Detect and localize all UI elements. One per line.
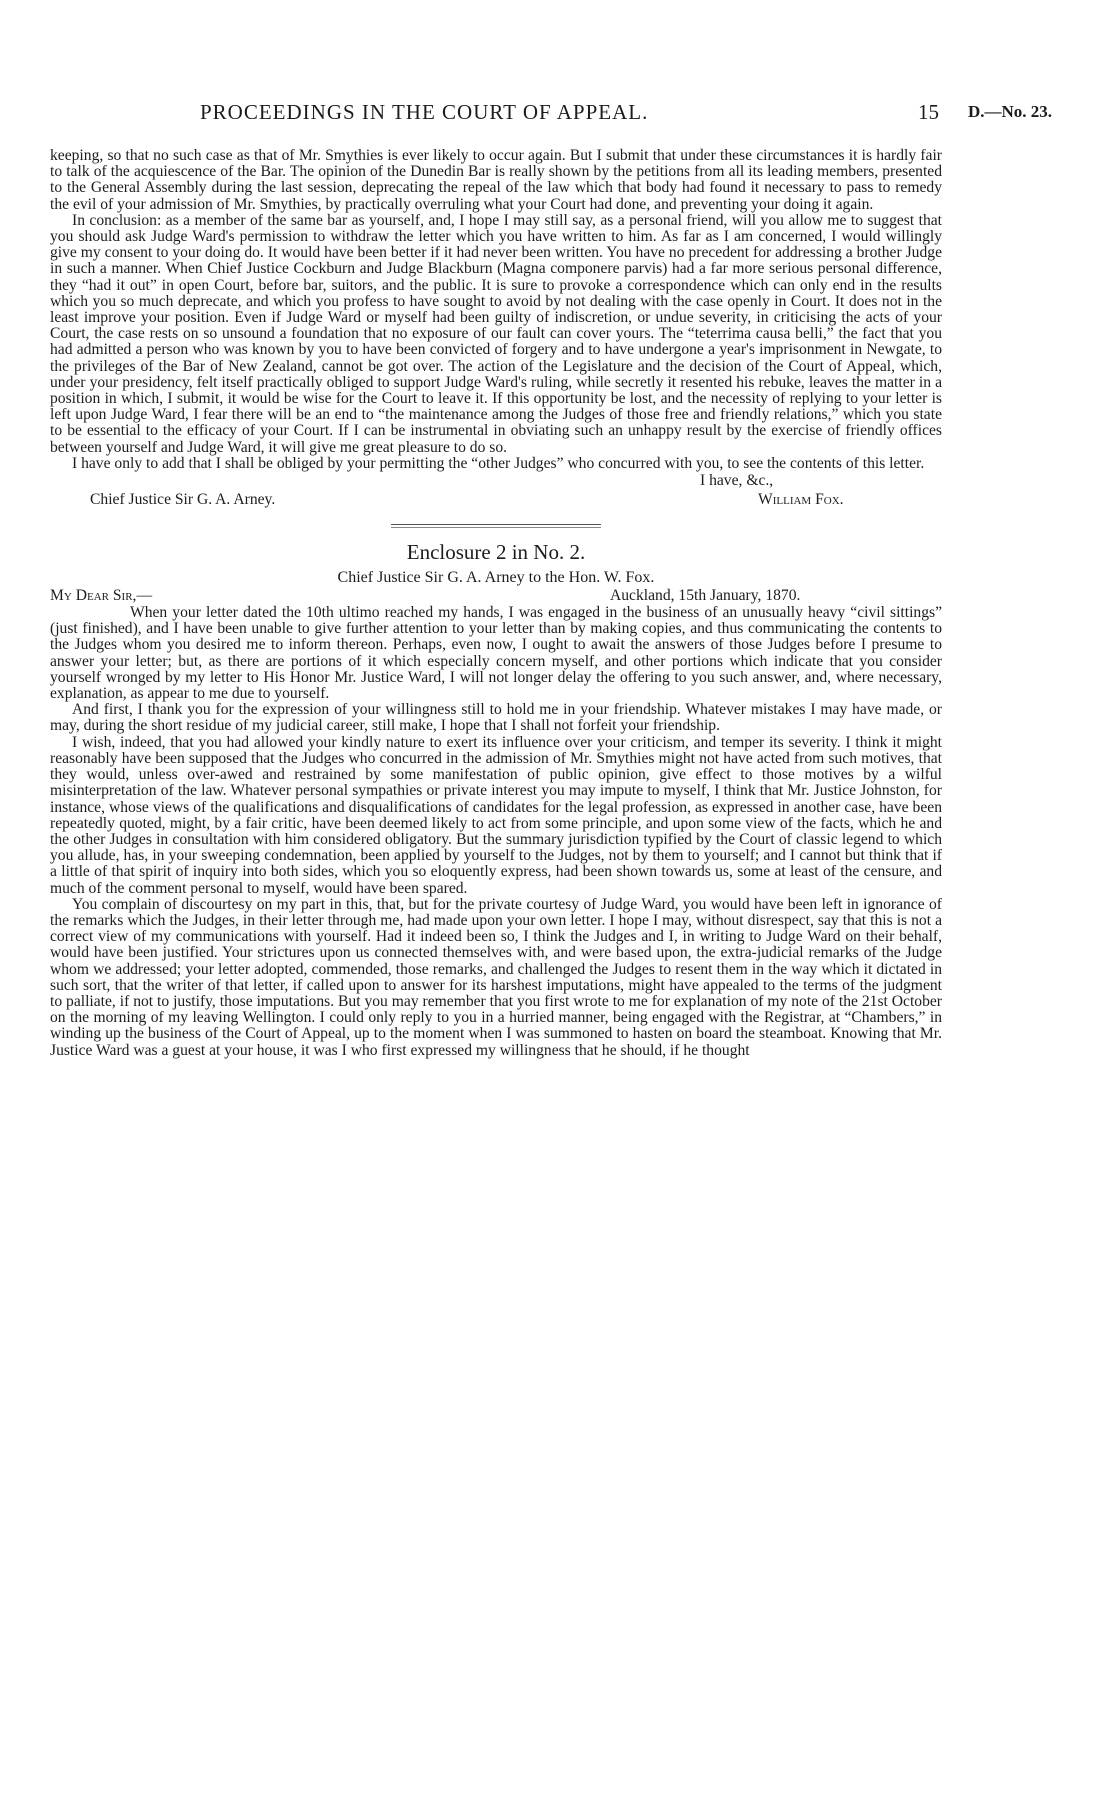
- letter-one-paragraph: In conclusion: as a member of the same bar as yourself, and, I hope I may still say, as a personal friend, will you allow me to suggest that you should ask Judge Ward's permission to withdraw the letter which you have written to him. As far as I am concerned, I would willingly give my consent to your doing do. It would have been better if it had never been written. You have no precedent for addressing a brother Judge in such a manner. When Chief Justice Cockburn and Judge Blackburn (Magna componere parvis) had a far more serious personal difference, they “had it out” in open Court, before bar, suitors, and the public. It is sure to provoke a correspondence which can only end in the results which you so much deprecate, and which you profess to have sought to avoid by not dealing with the case openly in Court. It does not in the least improve your position. Even if Judge Ward or myself had been guilty of indiscretion, or undue severity, in criticising the acts of your Court, the case rests on so unsound a foundation that no exposure of our fault can cover yours. The “teterrima causa belli,” the fact that you had admitted a person who was known by you to have been convicted of forgery and to have undergone a year's imprisonment in Newgate, to the privileges of the Bar of New Zealand, cannot be got over. The action of the Legislature and the decision of the Court of Appeal, which, under your presidency, felt itself practically obliged to support Judge Ward's ruling, while secretly it resented his rebuke, leaves the matter in a position in which, I submit, it would be wise for the Court to leave it. If this opportunity be lost, and the necessity of replying to your letter is left upon Judge Ward, I fear there will be an end to “the maintenance among the Judges of those free and friendly relations,” which you state to be essential to the efficacy of your Court. If I can be instrumental in obviating such an unhappy result by the exercise of friendly offices between yourself and Judge Ward, it will give me great pleasure to do so.: [50, 211, 942, 456]
- enclosure-paragraph: I wish, indeed, that you had allowed your kindly nature to exert its influence over your criticism, and temper its severity. I think it might reasonably have been supposed that the Judges who concurred in the admission of Mr. Smythies might not have acted from such motives, that they would, unless over-awed and restrained by some manifestation of public opinion, give effect to those motives by a wilful misinterpretation of the law. Whatever personal sympathies or private interest you may impute to myself, I think that Mr. Justice Johnston, for instance, whose views of the qualifications and disqualifications of candidates for the legal profession, as expressed in another case, have been repeatedly quoted, might, by a fair critic, have been deemed likely to act from some principle, and upon some view of the facts, which he and the other Judges in consultation with him considered obligatory. But the summary jurisdiction typified by the Court of classic legend to which you allude, has, in your sweeping condemnation, been applied by yourself to the Judges, not by them to yourself; and I cannot but think that if a little of that spirit of inquiry into both sides, which you so eloquently express, had been shown towards us, some at least of the censure, and much of the comment personal to myself, would have been spared.: [50, 733, 942, 897]
- page-number: 15: [918, 100, 939, 124]
- dateline: Auckland, 15th January, 1870.: [610, 587, 801, 605]
- letter-one-paragraph: I have only to add that I shall be obliged by your permitting the “other Judges” who concurred with you, to see the contents of this letter.: [72, 454, 925, 472]
- addressee: Chief Justice Sir G. A. Arney.: [90, 491, 276, 509]
- enclosure-paragraph: When your letter dated the 10th ultimo reached my hands, I was engaged in the business of an unusually heavy “civil sittings” (just finished), and I have been unable to give further attention to your letter than by making copies, and thus communicating the contents to the Judges whom you desired me to inform thereon. Perhaps, even now, I ought to await the answers of those Judges before I presume to answer your letter; but, as there are portions of it which especially concern myself, and other portions which indicate that you consider yourself wronged by my letter to His Honor Mr. Justice Ward, I will not longer delay the offering to you such answer, and, where necessary, explanation, as appear to me due to yourself.: [50, 604, 942, 703]
- salutation-row: [50, 587, 942, 605]
- enclosure-paragraph: You complain of discourtesy on my part in this, that, but for the private courtesy of Judge Ward, you would have been left in ignorance of the remarks which the Judges, in their letter through me, had made upon your own letter. I hope I may, without disrespect, say that this is not a correct view of my communications with yourself. Had it indeed been so, I think the Judges and I, in writing to Judge Ward on their behalf, would have been justified. Your strictures upon us connected themselves with, and were based upon, the extra-judicial remarks of the Judge whom we addressed; your letter adopted, commended, those remarks, and challenged the Judges to resent them in the way which it dictated in such sort, that the writer of that letter, if called upon to answer for its harshest imputations, might have appealed to the terms of the judgment to palliate, if not to justify, those imputations. But you may remember that you first wrote to me for explanation of my note of the 21st October on the morning of my leaving Wellington. I could only reply to you in a hurried manner, being engaged with the Registrar, at “Chambers,” in winding up the business of the Court of Appeal, up to the moment when I was summoned to hasten on board the steamboat. Knowing that Mr. Justice Ward was a guest at your house, it was I who first expressed my willingness that he should, if he thought: [50, 895, 942, 1059]
- signature: William Fox.: [758, 491, 844, 509]
- salutation: My Dear Sir,—: [50, 587, 153, 605]
- enclosure-heading: Enclosure 2 in No. 2.: [406, 540, 586, 565]
- running-head: [50, 100, 1053, 140]
- letter-one-body: [50, 148, 942, 472]
- letter-one-signoff: [50, 472, 942, 510]
- document-reference: D.—No. 23.: [968, 102, 1053, 121]
- document-page: [50, 0, 1053, 1059]
- page-title: PROCEEDINGS IN THE COURT OF APPEAL.: [200, 100, 649, 124]
- enclosure-paragraph: And first, I thank you for the expression of your willingness still to hold me in your friendship. Whatever mistakes I may have made, or may, during the short residue of my judicial career, still make, I hope that I shall not forfeit your friendship.: [50, 701, 942, 735]
- enclosure-body: [50, 605, 942, 1059]
- section-divider: [391, 524, 601, 528]
- closing-formula: I have, &c.,: [700, 472, 774, 490]
- enclosure-subheading: Chief Justice Sir G. A. Arney to the Hon. W. Fox.: [337, 569, 655, 587]
- letter-one-paragraph: keeping, so that no such case as that of Mr. Smythies is ever likely to occur again. But I submit that under these circumstances it is hardly fair to talk of the acquiescence of the Bar. The opinion of the Dunedin Bar is really shown by the petitions from all its leading members, presented to the General Assembly during the last session, deprecating the repeal of the law which that body had found it necessary to pass to remedy the evil of your admission of Mr. Smythies, by practically overruling what your Court had done, and preventing your doing it again.: [50, 147, 942, 213]
